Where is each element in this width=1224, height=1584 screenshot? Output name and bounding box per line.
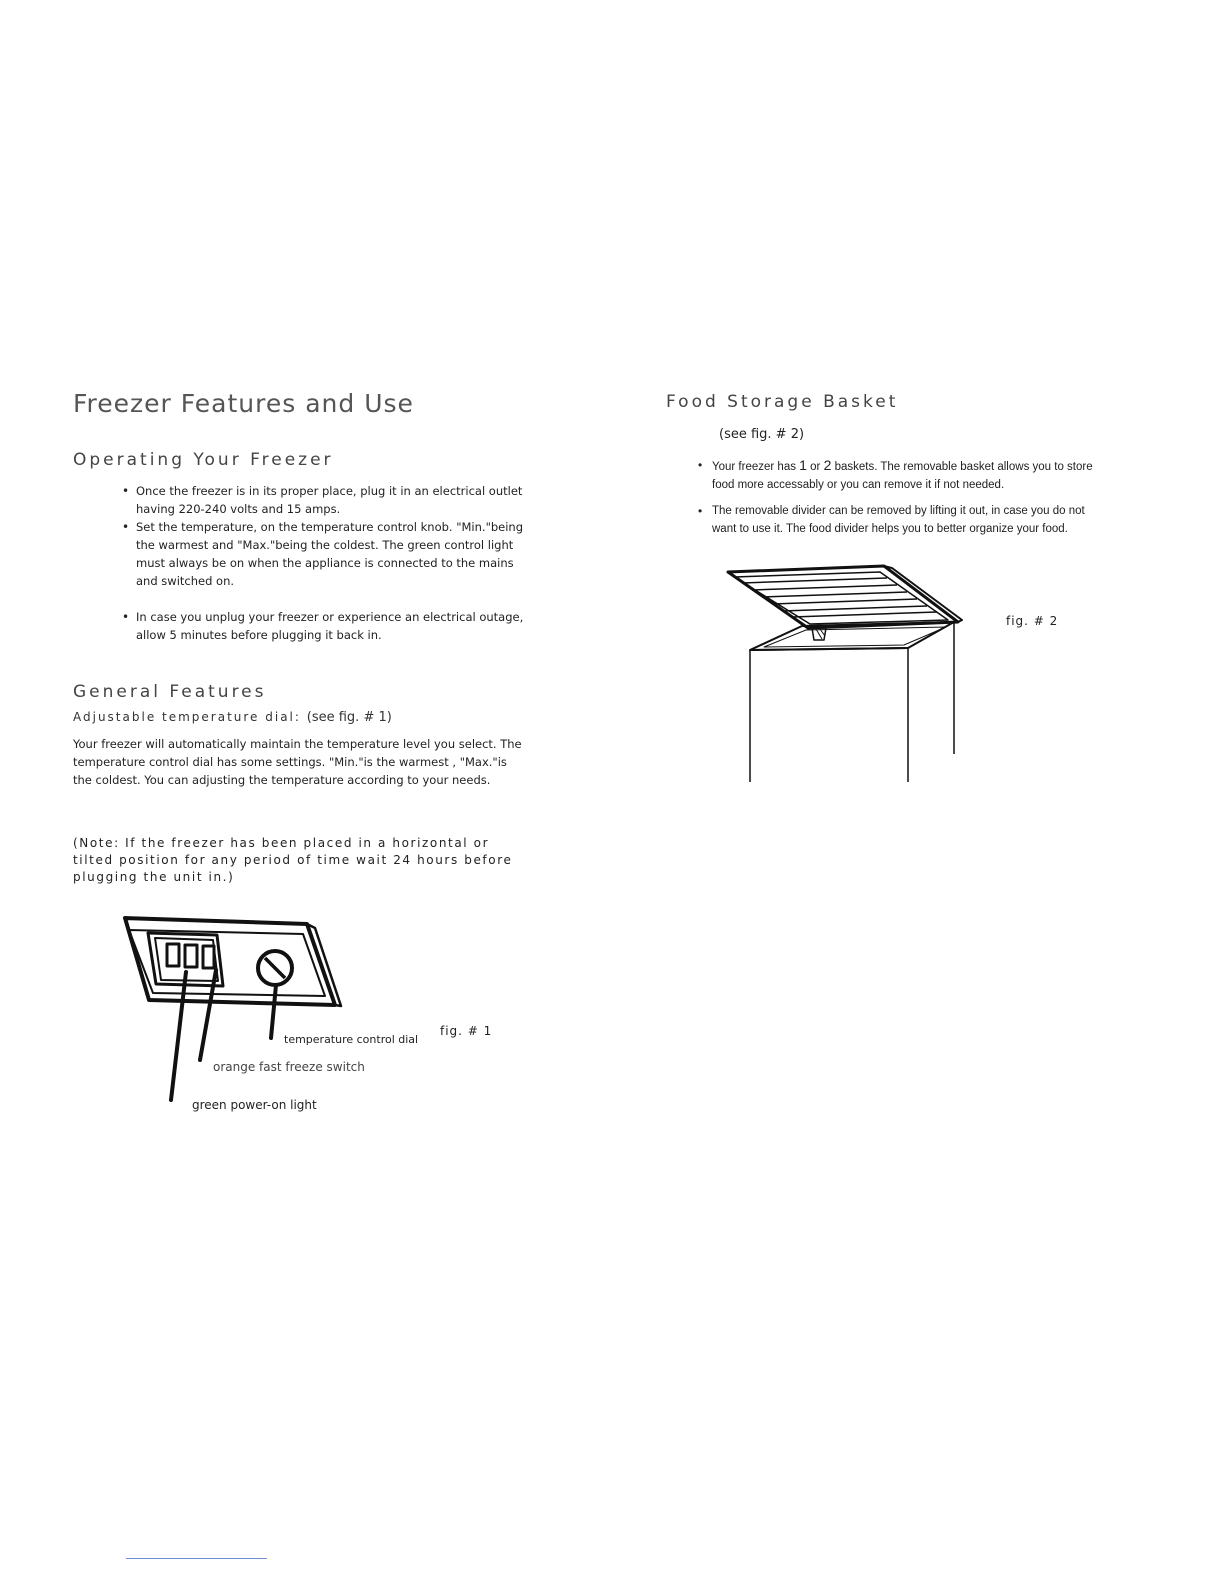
basket-bullet-1 [698, 456, 1106, 494]
switch-leader-line [200, 970, 216, 1060]
dial-leader-line [271, 985, 276, 1038]
basket-bullet-1-mid: or [806, 461, 824, 473]
placement-note: (Note: If the freezer has been placed in a horizontal or tilted position for any period of time wait 24 hours before plugging the unit in.) [73, 836, 513, 884]
dial-label: temperature control dial [284, 1033, 419, 1046]
general-paragraph: Your freezer will automatically maintain the temperature level you select. The temperature control dial has some settings. "Min."is the warmest , "Max."is the coldest. You can adjusting the temperature according to your needs. [73, 737, 522, 787]
operating-bullet-2: • Set the temperature, on the temperature control knob. "Min."being the warmest and "Max."being the coldest. The green control light must always be on when the appliance is connected to the mains and switched on. [122, 518, 537, 590]
light-label: green power-on light [192, 1098, 317, 1112]
switch-label: orange fast freeze switch [213, 1060, 365, 1074]
footer-rule [126, 1558, 267, 1559]
dial-subheading-text: Adjustable temperature dial: [73, 710, 301, 724]
control-panel-illustration [115, 910, 355, 1110]
basket-bullets [698, 456, 1106, 546]
operating-heading: Operating Your Freezer [73, 450, 334, 470]
basket-bullet-1-pre: Your freezer has [712, 461, 800, 473]
operating-bullet-3: • In case you unplug your freezer or experience an electrical outage, allow 5 minutes before plugging it back in. [122, 608, 537, 644]
basket-ref: (see fig. # 2) [719, 427, 805, 442]
chest-freezer-illustration [722, 562, 972, 787]
fig1-caption: fig. # 1 [440, 1024, 493, 1038]
light-leader-line [171, 972, 186, 1100]
basket-count-1: 1 [799, 457, 807, 473]
general-heading: General Features [73, 682, 267, 702]
dial-subheading-ref: (see fig. # 1) [306, 710, 392, 725]
dial-subheading [73, 710, 392, 725]
basket-bullet-1-post: baskets. The removable basket allows you to store food more accessably or you can remove it if not needed. [712, 461, 1093, 491]
operating-bullets [122, 482, 537, 644]
basket-bullet-2: • The removable divider can be removed by lifting it out, in case you do not want to use it. The food divider helps you to better organize your food. [698, 502, 1106, 538]
basket-heading: Food Storage Basket [666, 392, 899, 412]
operating-bullet-1: • Once the freezer is in its proper place, plug it in an electrical outlet having 220-240 volts and 15 amps. [122, 482, 537, 518]
basket-count-2: 2 [823, 457, 832, 473]
fig2-caption: fig. # 2 [1006, 614, 1059, 628]
page-title: Freezer Features and Use [73, 389, 414, 418]
